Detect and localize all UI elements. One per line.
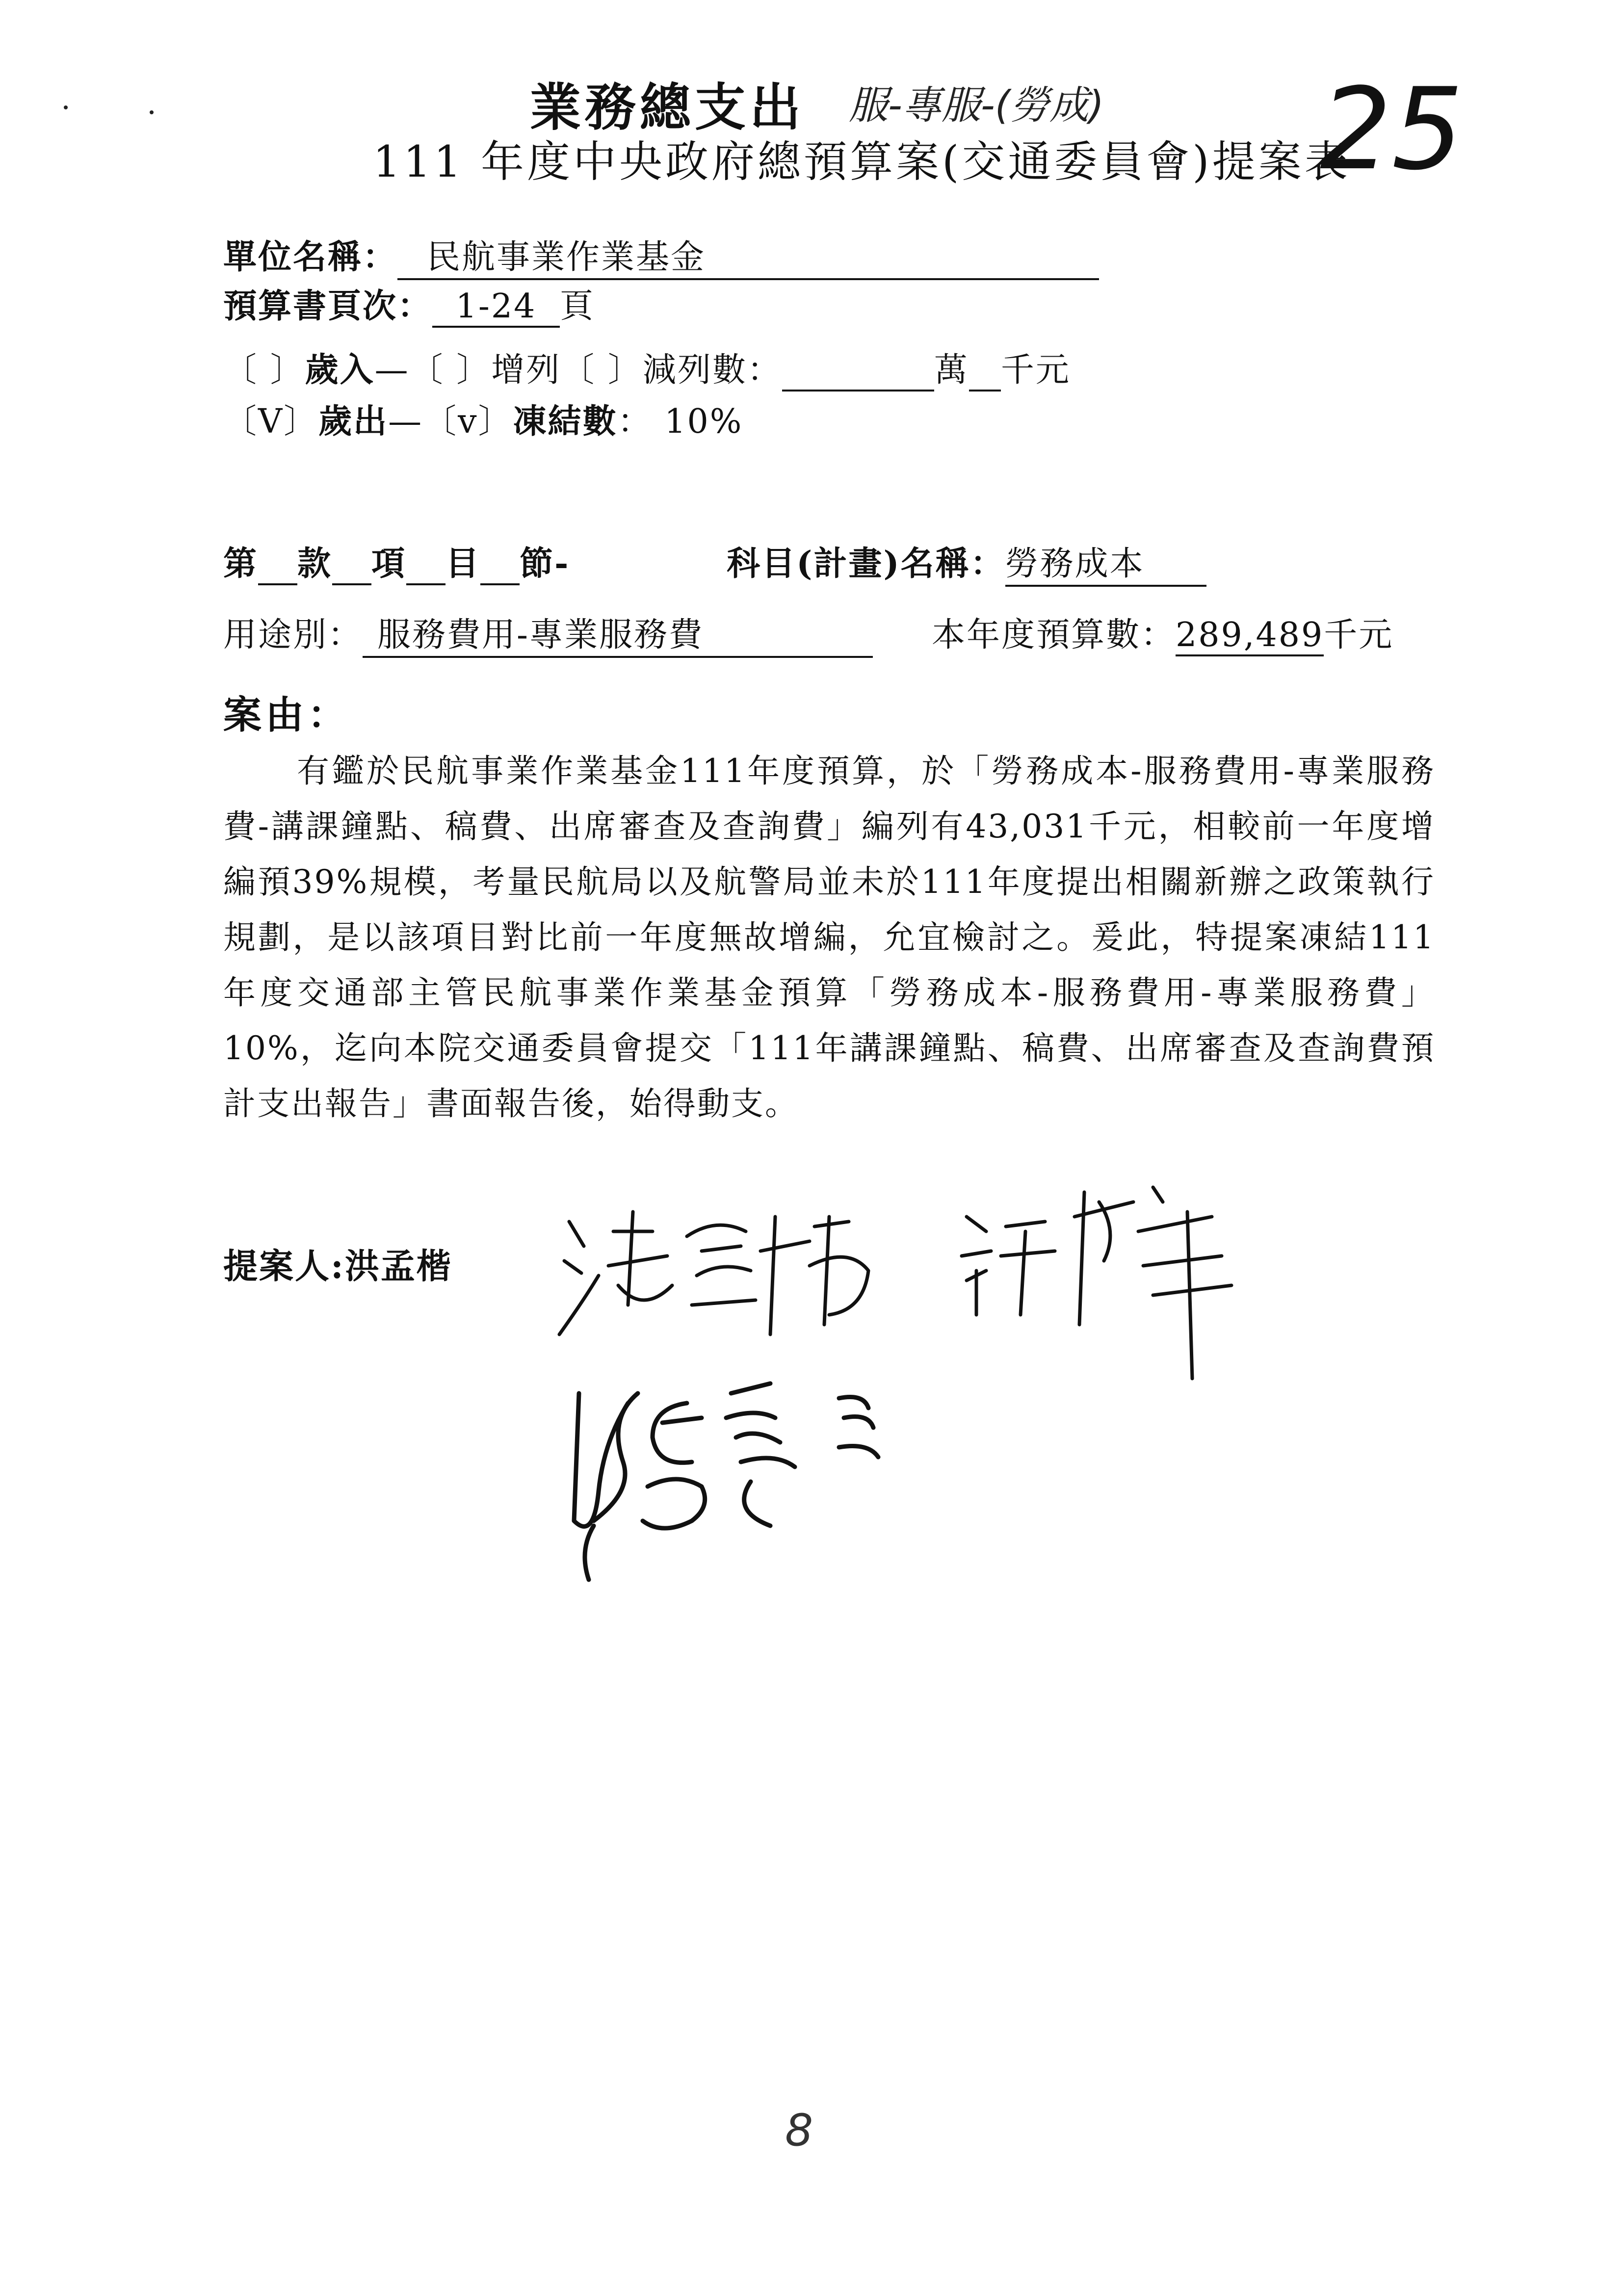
signature-3: [564, 1364, 947, 1590]
section-di: 第: [223, 544, 259, 583]
page-footer-mark: 8: [785, 2105, 813, 2156]
revenue-dash: —: [374, 351, 410, 390]
mu-blank: [406, 544, 445, 585]
subject-label: 科目(計畫)名稱：: [727, 544, 1005, 583]
increase-option: 〔 〕增列: [409, 351, 561, 390]
unit-row: [223, 231, 1099, 280]
freeze-value: 10%: [664, 402, 743, 441]
freeze-separator: ：: [617, 402, 653, 441]
pages-value: 1-24: [432, 287, 560, 328]
case-label: 案由：: [223, 693, 350, 737]
wan-unit: 萬: [934, 351, 969, 390]
proposer-label: 提案人:: [223, 1246, 345, 1286]
jie-blank: [480, 544, 520, 585]
unit-label: 單位名稱：: [223, 237, 398, 277]
case-text: 有鑑於民航事業作業基金111年度預算，於「勞務成本-服務費用-專業服務費-講課鐘點、稿費、出席審查及查詢費」編列有43,031千元，相較前一年度增編預39%規模，考量民航局以及航警局並未於111年度提出相關新辦之政策執行規劃，是以該項目對比前一年度無故增編，允宜檢討之。爰此，特提案凍結111年度交通部主管民航事業作業基金預算「勞務成本-服務費用-專業服務費」10%，迄向本院交通委員會提交「111年講課鐘點、稿費、出席審查及查詢費預計支出報告」書面報告後，始得動支。: [223, 752, 1435, 1122]
signature-1: [554, 1187, 908, 1349]
expenditure-dash: —: [388, 402, 423, 441]
page-number: 25: [1320, 64, 1464, 195]
section-row: [223, 537, 1206, 587]
revenue-amount-blank: [782, 351, 934, 391]
form-title: 111 年度中央政府總預算案(交通委員會)提案表: [373, 136, 1351, 187]
handwritten-note: 服-專服-(勞成): [849, 82, 1104, 128]
revenue-row: [223, 343, 1071, 391]
kuan-blank: [258, 544, 297, 585]
decrease-option: 〔 〕減列數：: [561, 351, 782, 390]
section-xiang: 項: [371, 544, 407, 583]
unit-value: 民航事業作業基金: [397, 231, 1099, 280]
revenue-label: 歲入: [305, 350, 375, 390]
subject-value: 勞務成本: [1005, 537, 1206, 587]
pages-suffix: 頁: [560, 287, 595, 326]
category-heading: 業務總支出: [530, 77, 805, 137]
revenue-checkbox: 〔 〕: [223, 351, 305, 390]
section-kuan: 款: [297, 544, 333, 583]
revenue-thousand-blank: [969, 351, 1001, 391]
budget-value: 289,489: [1176, 616, 1324, 656]
expenditure-checkbox: 〔V〕: [223, 402, 319, 441]
proposer: [223, 1239, 452, 1288]
scan-speck: [150, 110, 154, 114]
pages-label: 預算書頁次：: [223, 287, 433, 326]
section-mu: 目: [445, 544, 481, 583]
proposer-name: 洪孟楷: [344, 1246, 452, 1286]
budget-unit: 千元: [1324, 616, 1394, 654]
budget-label: 本年度預算數：: [932, 616, 1176, 654]
purpose-row: [223, 608, 1393, 658]
expenditure-label: 歲出: [318, 402, 389, 441]
thousand-unit: 千元: [1000, 351, 1071, 390]
freeze-label: 凍結數: [513, 402, 618, 441]
expenditure-row: [223, 395, 743, 443]
xiang-blank: [332, 544, 371, 585]
purpose-value: 服務費用-專業服務費: [363, 608, 873, 658]
purpose-label: 用途別：: [223, 616, 363, 654]
scan-speck: [64, 105, 68, 109]
freeze-checkbox: 〔v〕: [423, 402, 513, 441]
pages-row: [223, 280, 595, 328]
signature-2: [957, 1173, 1261, 1383]
section-jie: 節-: [520, 544, 570, 583]
